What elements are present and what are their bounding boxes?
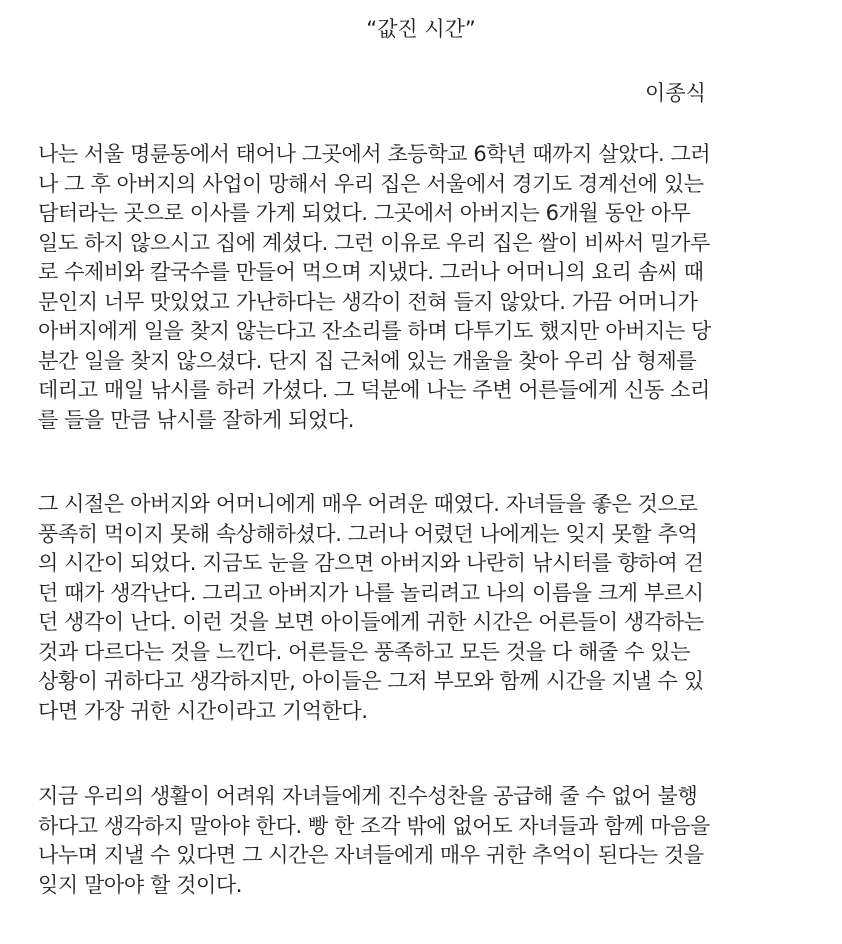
paragraph-line: 담터라는 곳으로 이사를 가게 되었다. 그곳에서 아버지는 6개월 동안 아무 [38,201,691,225]
paragraph-line: 풍족히 먹이지 못해 속상해하셨다. 그러나 어렸던 나에게는 잊지 못할 추억 [38,521,698,546]
paragraph-line: 분간 일을 찾지 않으셨다. 단지 집 근처에 있는 개울을 찾아 우리 삼 형제를 [38,348,697,373]
paragraph-line: 나 그 후 아버지의 사업이 망해서 우리 집은 서울에서 경기도 경계선에 있는 [38,171,704,196]
paragraph-line: 의 시간이 되었다. 지금도 눈을 감으면 아버지와 나란히 낚시터를 향하여 걷 [38,551,704,575]
paragraph-line: 일도 하지 않으시고 집에 계셨다. 그런 이유로 우리 집은 쌀이 비싸서 밀가루 [38,230,710,255]
paragraph-line: 그 시절은 아버지와 어머니에게 매우 어려운 때였다. 자녀들을 좋은 것으로 [38,492,698,516]
paragraph-3 [38,782,818,900]
paragraph-line: 나누며 지낼 수 있다면 그 시간은 자녀들에게 매우 귀한 추억이 된다는 것을 [38,843,704,867]
paragraph-line: 던 때가 생각난다. 그리고 아버지가 나를 놀리려고 나의 이름을 크게 부르시 [38,580,704,605]
paragraph-2 [38,490,818,726]
paragraph-line: 를 들을 만큼 낚시를 잘하게 되었다. [38,407,355,432]
paragraph-line: 지금 우리의 생활이 어려워 자녀들에게 진수성찬을 공급해 줄 수 없어 불행 [38,784,698,808]
paragraph-line: 하다고 생각하지 말아야 한다. 빵 한 조각 밖에 없어도 자녀들과 함께 마음을 [38,813,710,838]
paragraph-line: 것과 다르다는 것을 느낀다. 어른들은 풍족하고 모든 것을 다 해줄 수 있는 [38,639,690,664]
paragraph-line: 로 수제비와 칼국수를 만들어 먹으며 지냈다. 그러나 어머니의 요리 솜씨 때 [38,260,704,284]
author-name: 이종식 [645,81,706,105]
paragraph-line: 아버지에게 일을 찾지 않는다고 잔소리를 하며 다투기도 했지만 아버지는 당 [38,319,711,343]
paragraph-line: 데리고 매일 낚시를 하러 가셨다. 그 덕분에 나는 주변 어른들에게 신동 소리 [38,378,710,402]
document-title: “값진 시간” [366,17,476,41]
paragraph-line: 문인지 너무 맛있었고 가난하다는 생각이 전혀 들지 않았다. 가끔 어머니가 [38,289,698,314]
paragraph-line: 상황이 귀하다고 생각하지만, 아이들은 그저 부모와 함께 시간을 지낼 수 있 [38,669,704,693]
paragraph-1 [38,140,818,435]
paragraph-line: 던 생각이 난다. 이런 것을 보면 아이들에게 귀한 시간은 어른들이 생각하는 [38,610,704,634]
paragraph-line: 다면 가장 귀한 시간이라고 기억한다. [38,698,368,723]
paragraph-line: 잊지 말아야 할 것이다. [38,872,243,897]
paragraph-line: 나는 서울 명륜동에서 태어나 그곳에서 초등학교 6학년 때까지 살았다. 그러 [38,142,711,166]
